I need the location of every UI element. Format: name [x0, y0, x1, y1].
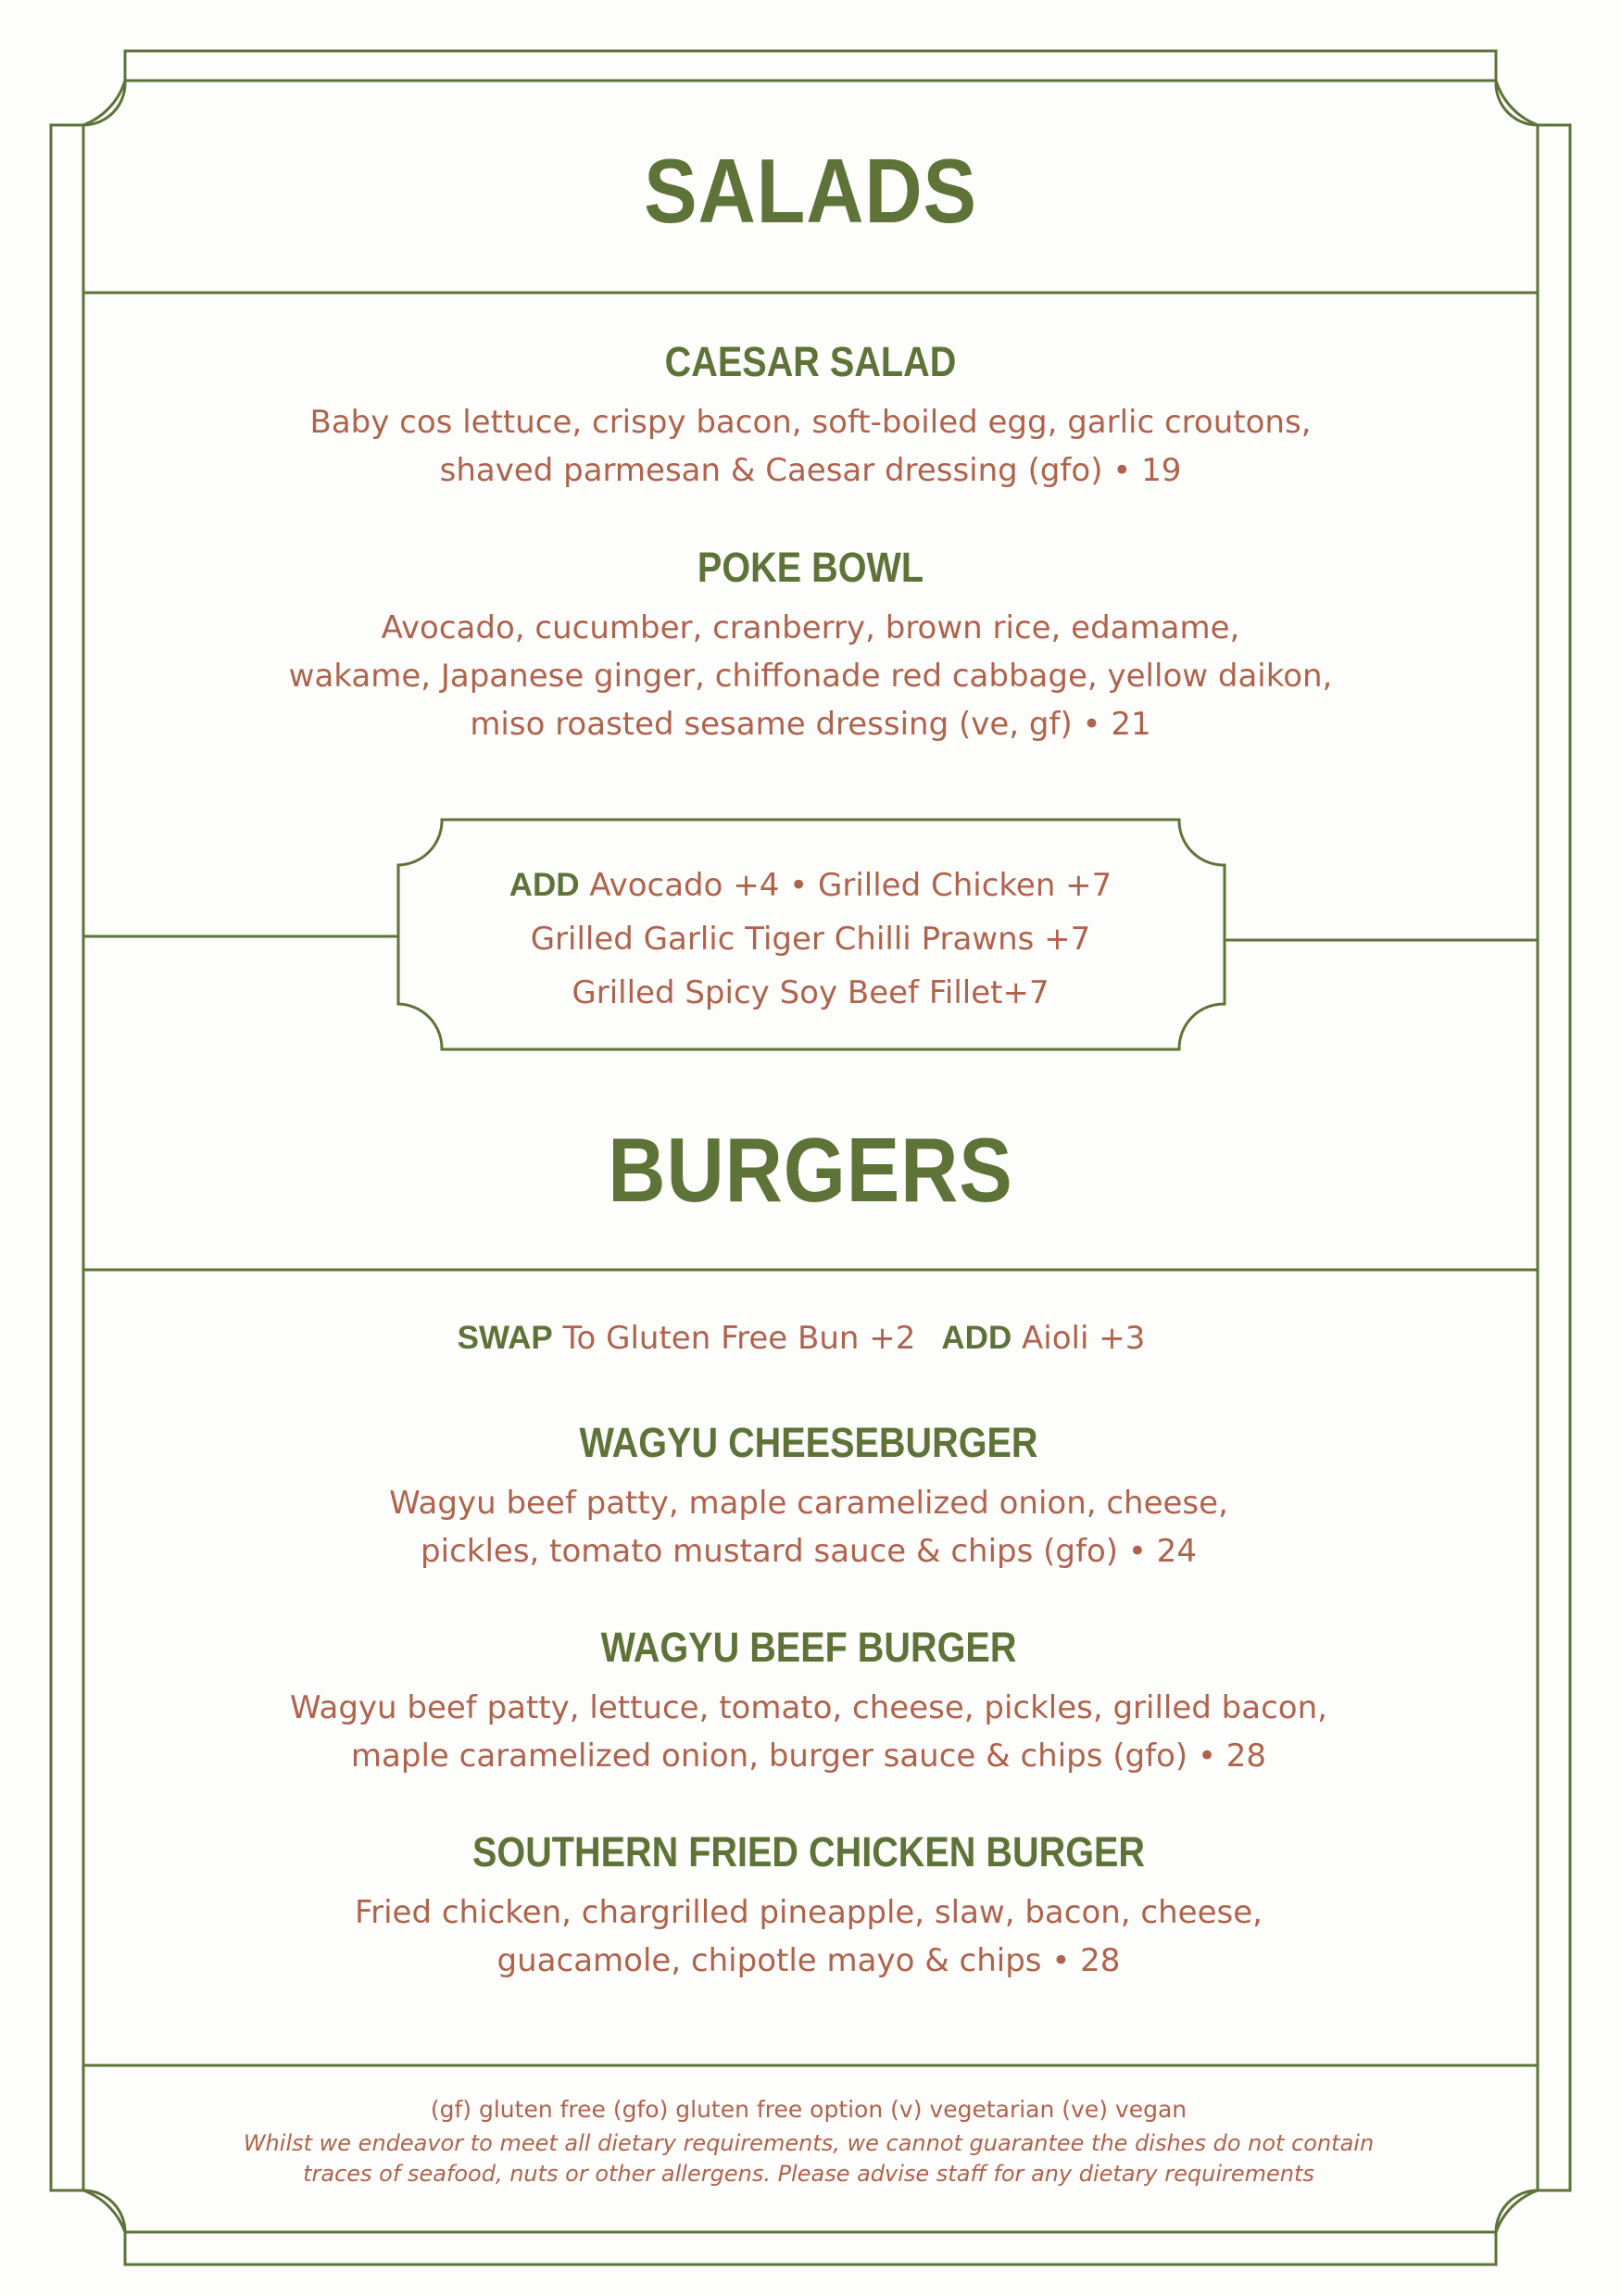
description-line: Baby cos lettuce, crispy bacon, soft-boiled egg, garlic croutons,: [309, 404, 1312, 441]
description-line: shaved parmesan & Caesar dressing (gfo) • 19: [439, 452, 1182, 489]
item-description-poke-bowl: [0, 604, 1621, 748]
description-line: miso roasted sesame dressing (ve, gf) • 21: [470, 706, 1151, 743]
disclaimer-line: traces of seafood, nuts or other allergens. Please advise staff for any dietary requirements: [303, 2161, 1314, 2187]
item-description-wagyu-cheeseburger: [0, 1479, 1619, 1575]
addons-line: Grilled Garlic Tiger Chilli Prawns +7: [530, 921, 1091, 958]
description-line: wakame, Japanese ginger, chiffonade red cabbage, yellow daikon,: [288, 658, 1333, 695]
dietary-legend: (gf) gluten free (gfo) gluten free option (v) vegetarian (ve) vegan: [430, 2096, 1187, 2123]
item-name-poke-bowl: POKE BOWL: [697, 544, 924, 591]
swap-keyword: SWAP: [457, 1320, 553, 1356]
section-title-burgers: BURGERS: [608, 1119, 1013, 1221]
item-description-southern-fried-chicken-burger: [0, 1888, 1619, 1985]
item-name-southern-fried-chicken-burger: SOUTHERN FRIED CHICKEN BURGER: [471, 1828, 1146, 1876]
section-title-salads: SALADS: [644, 140, 977, 242]
description-line: Avocado, cucumber, cranberry, brown rice, edamame,: [381, 609, 1240, 646]
item-description-wagyu-beef-burger: [0, 1684, 1619, 1780]
item-name-wagyu-beef-burger: WAGYU BEEF BURGER: [600, 1624, 1017, 1671]
description-line: Wagyu beef patty, maple caramelized onion, cheese,: [389, 1485, 1228, 1522]
swap-text: To Gluten Free Bun +2: [552, 1320, 916, 1357]
item-name-wagyu-cheeseburger: WAGYU CHEESEBURGER: [579, 1419, 1038, 1466]
description-line: Fried chicken, chargrilled pineapple, slaw, bacon, cheese,: [355, 1894, 1263, 1931]
disclaimer-line: Whilst we endeavor to meet all dietary requirements, we cannot guarantee the dishes do not contain: [243, 2130, 1375, 2156]
addons-box: [0, 859, 1621, 1020]
add-keyword: ADD: [941, 1320, 1012, 1356]
addons-line-text: Avocado +4 • Grilled Chicken +7: [579, 867, 1112, 904]
add-keyword: ADD: [509, 867, 580, 903]
addons-line: Grilled Spicy Soy Beef Fillet+7: [572, 974, 1049, 1011]
description-line: guacamole, chipotle mayo & chips • 28: [496, 1942, 1121, 1979]
addons-line: [0, 859, 1621, 912]
allergen-disclaimer: [0, 2128, 1619, 2189]
burger-options: [0, 1314, 1612, 1362]
add-text: Aioli +3: [1012, 1320, 1146, 1357]
description-line: Wagyu beef patty, lettuce, tomato, cheese, pickles, grilled bacon,: [290, 1689, 1327, 1726]
item-name-caesar-salad: CAESAR SALAD: [664, 338, 957, 385]
item-description-caesar-salad: [0, 398, 1621, 495]
description-line: maple caramelized onion, burger sauce & chips (gfo) • 28: [350, 1738, 1267, 1775]
description-line: pickles, tomato mustard sauce & chips (gfo) • 24: [421, 1533, 1197, 1570]
